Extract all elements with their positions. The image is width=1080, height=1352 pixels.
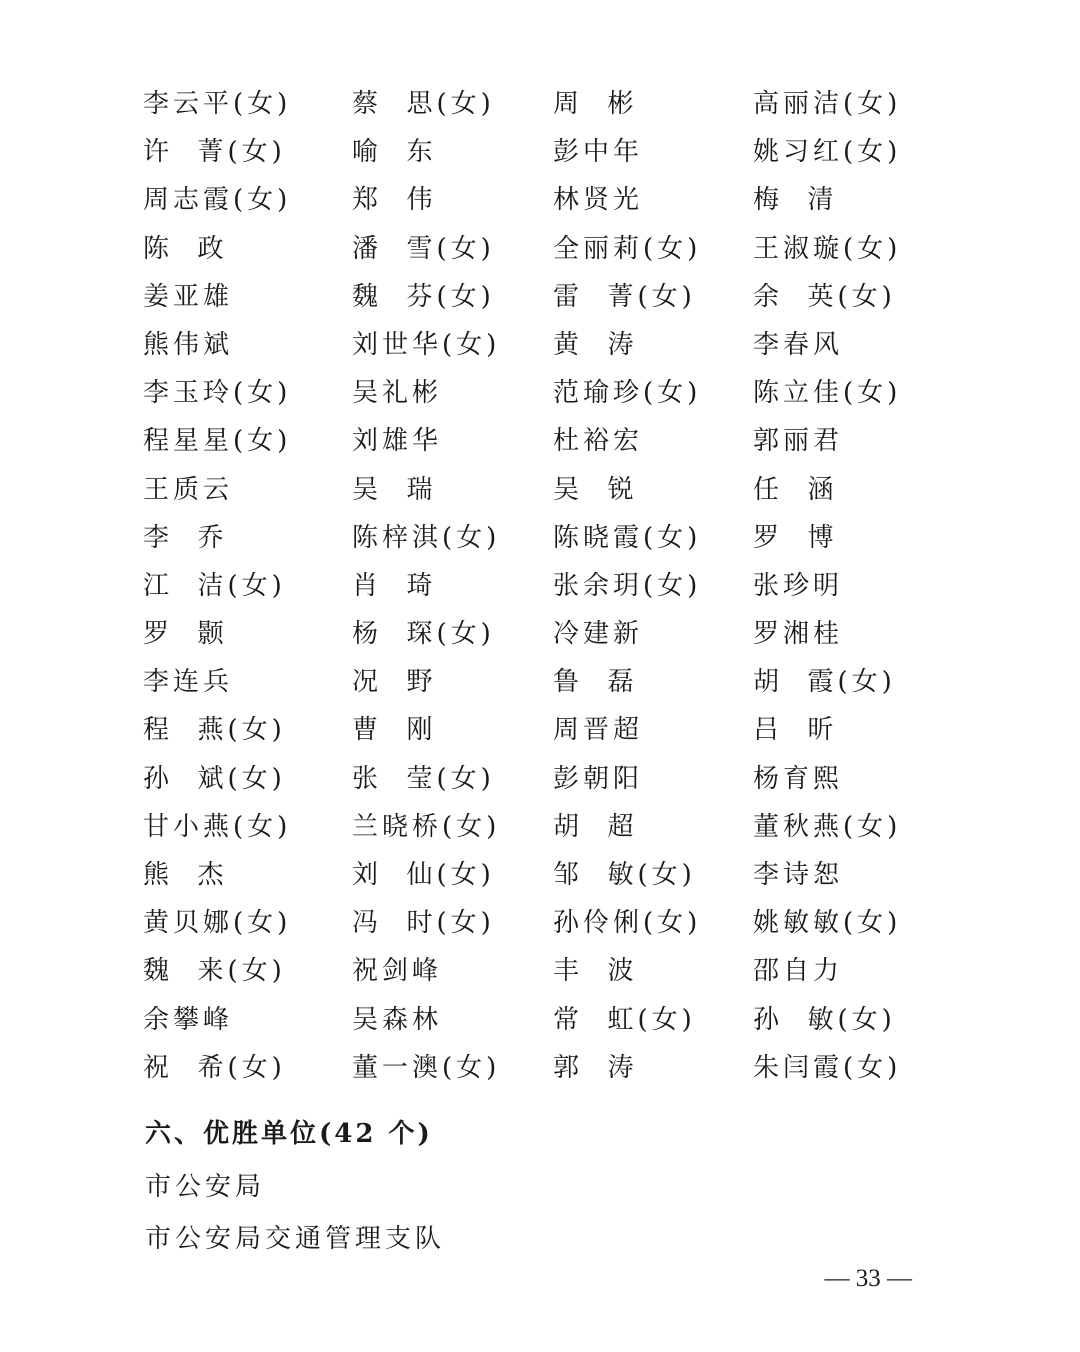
name-entry: 刘世华(女)	[352, 329, 501, 360]
name-entry: 李云平(女)	[143, 89, 292, 119]
name-entry: 周志霞(女)	[143, 185, 292, 216]
name-entry: 范瑜珍(女)	[553, 378, 702, 409]
name-row	[0, 803, 1080, 851]
name-entry: 鲁 磊	[553, 667, 638, 698]
name-row	[0, 996, 1080, 1044]
name-entry: 杨育熙	[753, 763, 844, 794]
name-entry: 江 洁(女)	[143, 570, 286, 601]
name-entry: 王质云	[143, 474, 234, 505]
name-entry: 胡 超	[553, 811, 638, 842]
name-entry: 张 莹(女)	[352, 763, 495, 794]
name-entry: 程 燕(女)	[143, 715, 286, 746]
name-entry: 李诗恕	[753, 860, 844, 890]
name-entry: 郭丽君	[753, 426, 844, 457]
name-entry: 张珍明	[753, 570, 844, 601]
name-entry: 彭朝阳	[553, 763, 644, 794]
name-entry: 杜裕宏	[553, 426, 644, 457]
name-entry: 姜亚雄	[143, 281, 234, 312]
name-entry: 朱闫霞(女)	[753, 1052, 902, 1083]
name-entry: 甘小燕(女)	[143, 811, 292, 842]
name-entry: 吕 昕	[753, 715, 838, 746]
name-row	[0, 273, 1080, 321]
name-entry: 蔡 思(女)	[352, 89, 495, 119]
name-entry: 李连兵	[143, 667, 234, 698]
section-title: 六、优胜单位(42 个)	[145, 1119, 433, 1149]
name-entry: 吴 锐	[553, 474, 638, 505]
name-entry: 陈 政	[143, 233, 228, 264]
name-entry: 彭中年	[553, 137, 644, 168]
name-entry: 全丽莉(女)	[553, 233, 702, 264]
name-entry: 冷建新	[553, 619, 644, 650]
name-entry: 吴 瑞	[352, 474, 437, 505]
name-row	[0, 610, 1080, 658]
name-entry: 黄贝娜(女)	[143, 908, 292, 939]
name-entry: 罗 博	[753, 522, 838, 553]
name-entry: 孙伶俐(女)	[553, 908, 702, 939]
name-entry: 李 乔	[143, 522, 228, 553]
name-entry: 周晋超	[553, 715, 644, 746]
name-entry: 王淑璇(女)	[753, 233, 902, 264]
name-entry: 胡 霞(女)	[753, 667, 896, 698]
name-entry: 郑 伟	[352, 185, 437, 216]
name-entry: 祝剑峰	[352, 956, 443, 987]
name-entry: 黄 涛	[553, 329, 638, 360]
name-entry: 程星星(女)	[143, 426, 292, 457]
name-row	[0, 128, 1080, 176]
name-row	[0, 225, 1080, 273]
name-row	[0, 176, 1080, 224]
name-row	[0, 658, 1080, 706]
name-entry: 陈晓霞(女)	[553, 522, 702, 553]
name-entry: 祝 希(女)	[143, 1052, 286, 1083]
name-entry: 肖 琦	[352, 570, 437, 601]
name-entry: 吴礼彬	[352, 378, 443, 409]
name-list	[0, 80, 1080, 1092]
name-row	[0, 755, 1080, 803]
name-entry: 周 彬	[553, 89, 638, 119]
name-entry: 潘 雪(女)	[352, 233, 495, 264]
name-entry: 况 野	[352, 667, 437, 698]
name-row	[0, 706, 1080, 754]
name-entry: 陈立佳(女)	[753, 378, 902, 409]
name-entry: 邹 敏(女)	[553, 860, 696, 890]
name-entry: 孙 斌(女)	[143, 763, 286, 794]
name-entry: 刘雄华	[352, 426, 443, 457]
name-row	[0, 899, 1080, 947]
name-entry: 李玉玲(女)	[143, 378, 292, 409]
name-entry: 林贤光	[553, 185, 644, 216]
name-row	[0, 1044, 1080, 1092]
name-row	[0, 466, 1080, 514]
name-row	[0, 562, 1080, 610]
name-entry: 姚敏敏(女)	[753, 908, 902, 939]
name-entry: 熊 杰	[143, 860, 228, 890]
name-entry: 李春风	[753, 329, 844, 360]
name-entry: 张余玥(女)	[553, 570, 702, 601]
name-entry: 杨 琛(女)	[352, 619, 495, 650]
name-entry: 孙 敏(女)	[753, 1004, 896, 1035]
name-entry: 魏 来(女)	[143, 956, 286, 987]
name-entry: 姚习红(女)	[753, 137, 902, 168]
name-entry: 魏 芬(女)	[352, 281, 495, 312]
name-entry: 冯 时(女)	[352, 908, 495, 939]
unit-item: 市公安局交通管理支队	[145, 1224, 446, 1254]
name-row	[0, 80, 1080, 128]
name-entry: 兰晓桥(女)	[352, 811, 501, 842]
name-entry: 罗湘桂	[753, 619, 844, 650]
name-entry: 董一澳(女)	[352, 1052, 501, 1083]
name-entry: 喻 东	[352, 137, 437, 168]
name-row	[0, 851, 1080, 899]
name-entry: 雷 菁(女)	[553, 281, 696, 312]
name-entry: 梅 清	[753, 185, 838, 216]
name-entry: 余攀峰	[143, 1004, 234, 1035]
name-entry: 罗 颢	[143, 619, 228, 650]
name-entry: 任 涵	[753, 474, 838, 505]
name-row	[0, 417, 1080, 465]
page-number: — 33 —	[824, 1265, 912, 1292]
name-entry: 余 英(女)	[753, 281, 896, 312]
name-entry: 熊伟斌	[143, 329, 234, 360]
name-entry: 曹 刚	[352, 715, 437, 746]
name-row	[0, 947, 1080, 995]
name-entry: 郭 涛	[553, 1052, 638, 1083]
name-entry: 邵自力	[753, 956, 844, 987]
name-row	[0, 369, 1080, 417]
name-entry: 高丽洁(女)	[753, 89, 902, 119]
name-entry: 陈梓淇(女)	[352, 522, 501, 553]
name-row	[0, 321, 1080, 369]
name-entry: 丰 波	[553, 956, 638, 987]
name-entry: 许 菁(女)	[143, 137, 286, 168]
name-entry: 吴森林	[352, 1004, 443, 1035]
name-entry: 刘 仙(女)	[352, 860, 495, 890]
unit-item: 市公安局	[145, 1172, 266, 1202]
name-row	[0, 514, 1080, 562]
name-entry: 董秋燕(女)	[753, 811, 902, 842]
name-entry: 常 虹(女)	[553, 1004, 696, 1035]
